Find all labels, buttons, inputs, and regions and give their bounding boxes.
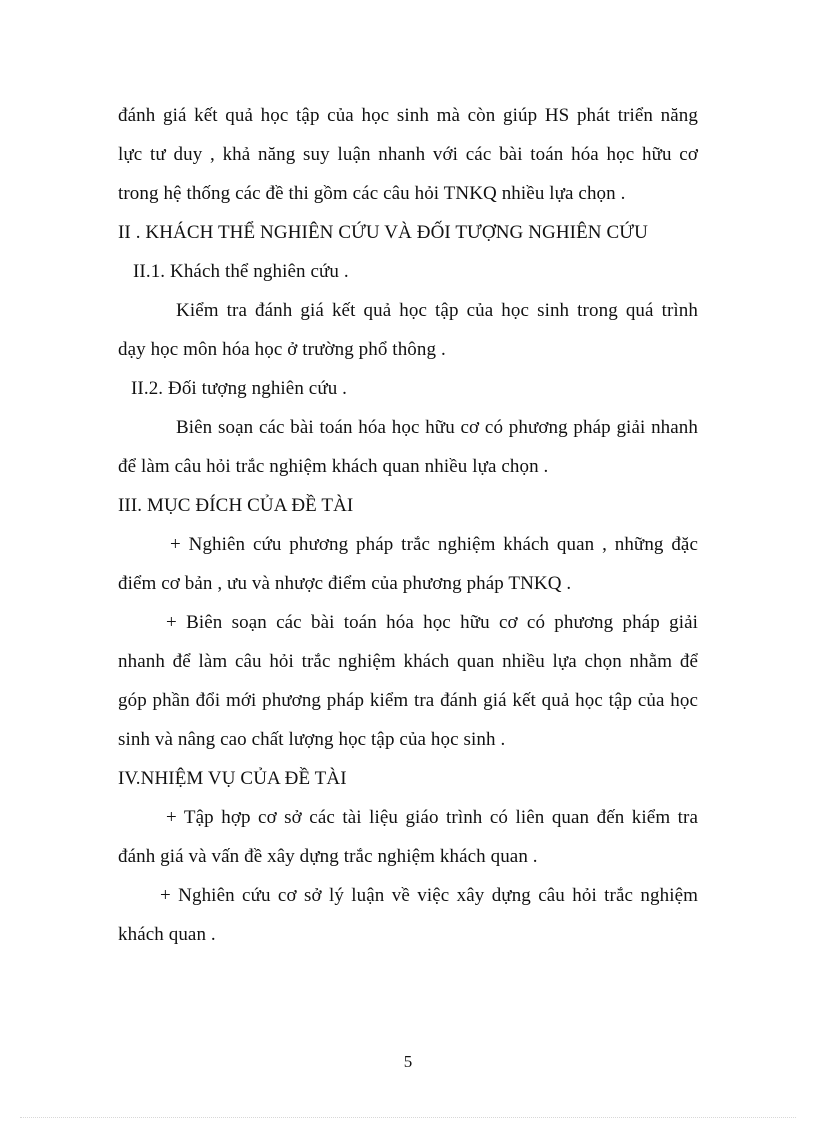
paragraph-line: + Nghiên cứu phương pháp trắc nghiệm khách quan , những đặc xyxy=(170,534,698,555)
paragraph-line: điểm cơ bản , ưu và nhược điểm của phương pháp TNKQ . xyxy=(118,573,572,594)
paragraph-line: khách quan . xyxy=(118,924,216,945)
paragraph-line: + Tập hợp cơ sở các tài liệu giáo trình có liên quan đến kiểm tra xyxy=(166,807,698,828)
paragraph-line: + Biên soạn các bài toán hóa học hữu cơ có phương pháp giải xyxy=(166,612,698,633)
paragraph-line: lực tư duy , khả năng suy luận nhanh với các bài toán hóa học hữu cơ xyxy=(118,144,698,165)
page-divider xyxy=(20,1117,796,1118)
paragraph-line: để làm câu hỏi trắc nghiệm khách quan nhiều lựa chọn . xyxy=(118,456,549,477)
paragraph-line: Kiểm tra đánh giá kết quả học tập của học sinh trong quá trình xyxy=(176,300,698,321)
paragraph-line: đánh giá kết quả học tập của học sinh mà còn giúp HS phát triển năng xyxy=(118,105,698,126)
paragraph-line: dạy học môn hóa học ở trường phổ thông . xyxy=(118,339,446,360)
subsection-heading-ii-1: II.1. Khách thể nghiên cứu . xyxy=(133,261,349,282)
section-heading-iii: III. MỤC ĐÍCH CỦA ĐỀ TÀI xyxy=(118,495,354,516)
subsection-heading-ii-2: II.2. Đối tượng nghiên cứu . xyxy=(131,378,348,399)
paragraph-line: + Nghiên cứu cơ sở lý luận về việc xây dựng câu hỏi trắc nghiệm xyxy=(160,885,698,906)
paragraph-line: đánh giá và vấn đề xây dựng trắc nghiệm khách quan . xyxy=(118,846,538,867)
paragraph-line: sinh và nâng cao chất lượng học tập của học sinh . xyxy=(118,729,506,750)
section-heading-ii: II . KHÁCH THỂ NGHIÊN CỨU VÀ ĐỐI TƯỢNG NGHIÊN CỨU xyxy=(118,222,648,243)
paragraph-line: nhanh để làm câu hỏi trắc nghiệm khách quan nhiều lựa chọn nhằm để xyxy=(118,651,698,672)
page-number: 5 xyxy=(403,1052,413,1071)
paragraph-line: trong hệ thống các đề thi gồm các câu hỏi TNKQ nhiều lựa chọn . xyxy=(118,183,626,204)
paragraph-line: Biên soạn các bài toán hóa học hữu cơ có phương pháp giải nhanh xyxy=(176,417,698,438)
paragraph-line: góp phần đổi mới phương pháp kiểm tra đánh giá kết quả học tập của học xyxy=(118,690,698,711)
section-heading-iv: IV.NHIỆM VỤ CỦA ĐỀ TÀI xyxy=(118,768,347,789)
